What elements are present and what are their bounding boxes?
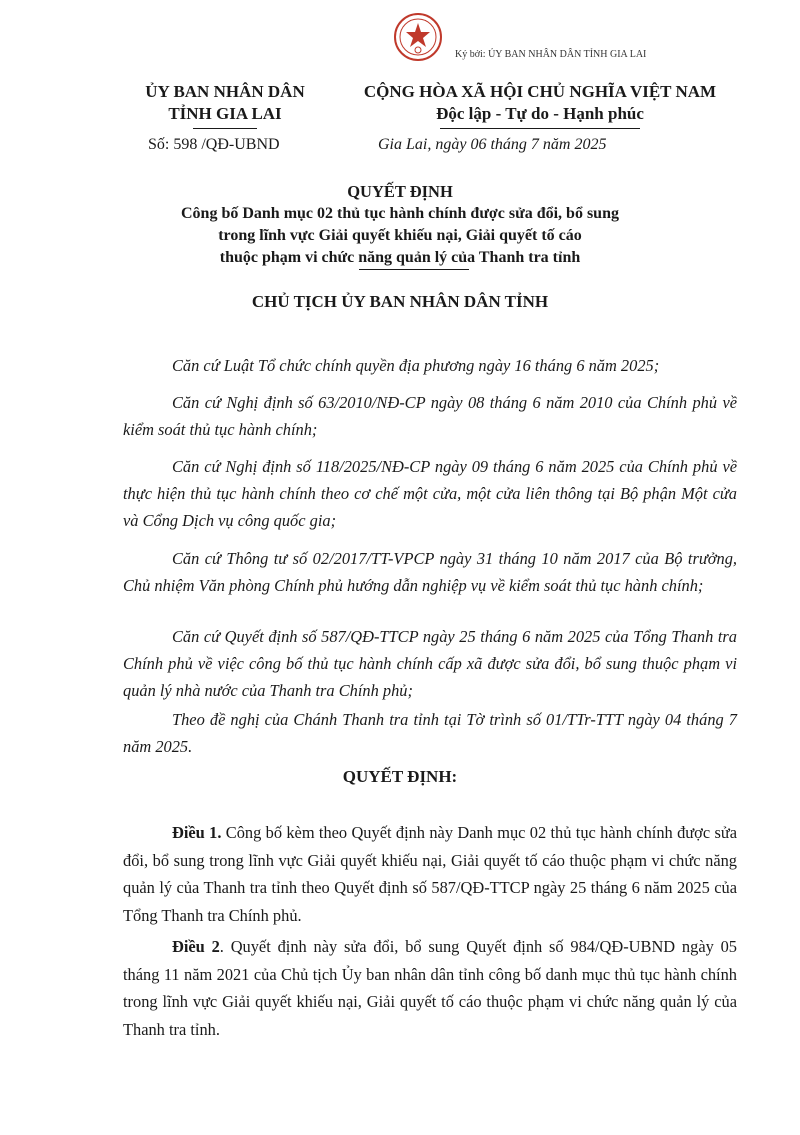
legal-basis-3: Căn cứ Nghị định số 118/2025/NĐ-CP ngày 09 tháng 6 năm 2025 của Chính phủ về thực hiện thủ tục hành chính theo cơ chế một cửa, một cửa liên thông tại Bộ phận Một cửa và Cổng Dịch vụ công quốc gia; [123, 457, 737, 530]
agency-line1: ỦY BAN NHÂN DÂN [145, 82, 305, 101]
document-number: Số: 598 /QĐ-UBND [148, 136, 280, 153]
national-emblem-seal-icon [393, 12, 443, 62]
article-1-label: Điều 1. [172, 823, 222, 842]
legal-basis-2: Căn cứ Nghị định số 63/2010/NĐ-CP ngày 08 tháng 6 năm 2010 của Chính phủ về kiểm soát thủ tục hành chính; [123, 393, 737, 439]
legal-basis-4: Căn cứ Thông tư số 02/2017/TT-VPCP ngày 31 tháng 10 năm 2017 của Bộ trưởng, Chủ nhiệm Văn phòng Chính phủ hướng dẫn nghiệp vụ về kiểm soát thủ tục hành chính; [123, 549, 737, 595]
country-name: CỘNG HÒA XÃ HỘI CHỦ NGHĨA VIỆT NAM [363, 82, 717, 101]
article-2 [123, 933, 737, 1043]
national-heading [330, 81, 750, 125]
decision-heading: QUYẾT ĐỊNH: [342, 767, 458, 786]
title-line3: thuộc phạm vi chức năng quản lý của Thanh tra tỉnh [219, 249, 581, 266]
title-line2: trong lĩnh vực Giải quyết khiếu nại, Giải quyết tố cáo [218, 227, 582, 244]
legal-basis-1: Căn cứ Luật Tổ chức chính quyền địa phương ngày 16 tháng 6 năm 2025; [172, 356, 660, 375]
agency-underline [193, 128, 257, 129]
title-line1: Công bố Danh mục 02 thủ tục hành chính được sửa đổi, bổ sung [181, 205, 619, 222]
article-2-label: Điều 2 [172, 937, 220, 956]
document-type: QUYẾT ĐỊNH [347, 182, 453, 201]
article-1 [123, 819, 737, 929]
motto-underline [440, 128, 640, 129]
date-line: Gia Lai, ngày 06 tháng 7 năm 2025 [378, 136, 607, 153]
decision-title [100, 181, 700, 269]
title-underline [359, 269, 469, 270]
agency-line2: TỈNH GIA LAI [168, 104, 282, 123]
issuing-agency [100, 81, 350, 125]
article-2-text: . Quyết định này sửa đổi, bổ sung Quyết định số 984/QĐ-UBND ngày 05 tháng 11 năm 2021 của Chủ tịch Ủy ban nhân dân tỉnh công bố danh mục thủ tục hành chính trong lĩnh vực Giải quyết khiếu nại, Giải quyết tố cáo thuộc phạm vi chức năng quản lý của Thanh tra tỉnh. [123, 937, 737, 1039]
issuer-heading: CHỦ TỊCH ỦY BAN NHÂN DÂN TỈNH [251, 292, 549, 311]
legal-basis-6: Theo đề nghị của Chánh Thanh tra tỉnh tại Tờ trình số 01/TTr-TTT ngày 04 tháng 7 năm 2025. [123, 710, 737, 756]
article-1-text: Công bố kèm theo Quyết định này Danh mục 02 thủ tục hành chính được sửa đổi, bổ sung trong lĩnh vực Giải quyết khiếu nại, Giải quyết tố cáo thuộc phạm vi chức năng quản lý của Thanh tra tỉnh theo Quyết định số 587/QĐ-TTCP ngày 25 tháng 6 năm 2025 của Tổng Thanh tra Chính phủ. [123, 823, 737, 925]
digital-signature-label: Ký bởi: ỦY BAN NHÂN DÂN TỈNH GIA LAI [455, 49, 647, 60]
legal-basis-5: Căn cứ Quyết định số 587/QĐ-TTCP ngày 25 tháng 6 năm 2025 của Tổng Thanh tra Chính phủ về việc công bố thủ tục hành chính cấp xã được sửa đổi, bổ sung thuộc phạm vi quản lý nhà nước của Thanh tra Chính phủ; [123, 627, 737, 700]
motto: Độc lập - Tự do - Hạnh phúc [436, 104, 644, 123]
